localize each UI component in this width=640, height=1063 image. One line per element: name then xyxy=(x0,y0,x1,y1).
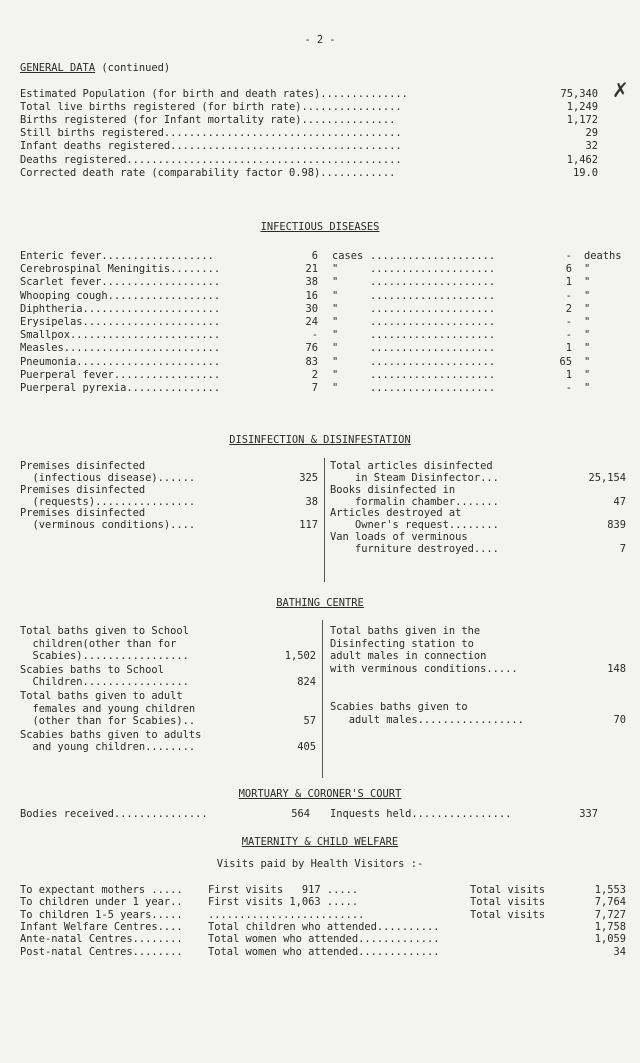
disease-deaths-unit: " xyxy=(584,329,591,342)
disease-cases-unit: " xyxy=(332,316,339,328)
bathing-item-value: 824 xyxy=(297,676,316,689)
disease-cases: 6 xyxy=(311,250,318,262)
centre-name: Infant Welfare Centres.... xyxy=(20,921,183,933)
disinfection-item-line1: Books disinfected in xyxy=(330,483,456,496)
disease-deaths-unit: " xyxy=(584,302,591,315)
page-number: - 2 - xyxy=(304,34,336,46)
disease-name: Enteric fever.................. xyxy=(20,250,214,262)
visit-total-value: 7,764 xyxy=(594,896,626,909)
general-heading: GENERAL DATA (continued) xyxy=(20,62,171,74)
bathing-item-line: adult males in connection xyxy=(330,650,487,663)
disease-cases: 7 xyxy=(311,382,318,394)
visit-first: ......................... xyxy=(208,908,365,921)
disease-deaths: - xyxy=(565,316,572,328)
disinfection-item-line1: Total articles disinfected xyxy=(330,460,493,472)
disease-deaths-unit: deaths xyxy=(584,250,622,262)
visit-total-value: 7,727 xyxy=(594,908,626,921)
visit-total-value: 1,553 xyxy=(594,884,626,896)
general-row-value: 19.0 xyxy=(572,166,598,179)
disease-cases-unit: " xyxy=(332,276,339,289)
centre-value: 34 xyxy=(613,945,626,958)
centre-description: Total children who attended.......... xyxy=(208,921,440,933)
disease-name: Cerebrospinal Meningitis........ xyxy=(20,263,221,276)
disease-deaths-unit: " xyxy=(584,342,591,355)
disinfection-heading: DISINFECTION & DISINFESTATION xyxy=(229,434,411,446)
bathing-item-line: and young children........ xyxy=(20,741,196,754)
disinfection-item-line1: Van loads of verminous xyxy=(330,530,468,543)
disinfection-item-line2: (infectious disease)...... xyxy=(20,472,196,484)
disease-deaths: 1 xyxy=(565,342,572,355)
general-row-value: 32 xyxy=(585,140,598,153)
disease-name: Erysipelas...................... xyxy=(20,316,221,328)
visit-first: First visits 917 ..... xyxy=(208,884,359,896)
centre-name: Ante-natal Centres........ xyxy=(20,933,183,946)
bathing-item-line: adult males................. xyxy=(330,713,524,726)
disease-deaths-unit: " xyxy=(584,263,591,276)
disease-dots: .................... xyxy=(370,302,496,315)
visit-total-label: Total visits xyxy=(470,884,546,896)
disease-dots: .................... xyxy=(370,316,496,328)
disinfection-item-line2: (verminous conditions).... xyxy=(20,519,196,531)
disinfection-divider xyxy=(324,458,325,582)
infectious-heading: INFECTIOUS DISEASES xyxy=(260,221,380,233)
bathing-item-line: Scabies)................. xyxy=(20,650,189,663)
disease-dots: .................... xyxy=(370,355,496,368)
disease-deaths-unit: " xyxy=(584,276,591,289)
bathing-item-value: 148 xyxy=(607,662,626,675)
bathing-item-value: 57 xyxy=(303,715,316,728)
disease-deaths-unit: " xyxy=(584,355,591,368)
disease-name: Puerperal fever................. xyxy=(20,368,221,381)
disease-deaths: 65 xyxy=(559,355,572,368)
disease-dots: .................... xyxy=(370,276,496,289)
general-row-label: Estimated Population (for birth and death rates).............. xyxy=(20,88,408,100)
visit-total-label: Total visits xyxy=(470,908,546,921)
centre-name: Post-natal Centres........ xyxy=(20,945,183,958)
general-row-label: Births registered (for Infant mortality rate)............... xyxy=(20,114,396,127)
centre-value: 1,059 xyxy=(594,933,626,946)
centre-description: Total women who attended............. xyxy=(208,933,440,946)
disease-deaths-unit: " xyxy=(584,289,591,302)
bodies-received-value: 564 xyxy=(291,808,310,820)
general-row-value: 1,172 xyxy=(566,114,598,127)
disease-dots: .................... xyxy=(370,342,496,355)
disease-cases-unit: " xyxy=(332,263,339,276)
general-row-label: Deaths registered............................................ xyxy=(20,153,402,166)
bathing-item-line: Total baths given to School xyxy=(20,625,189,637)
disease-dots: .................... xyxy=(370,289,496,302)
bathing-item-value: 70 xyxy=(613,713,626,726)
bathing-item-line: Disinfecting station to xyxy=(330,637,474,650)
disease-deaths-unit: " xyxy=(584,316,591,328)
disinfection-item-value: 117 xyxy=(299,519,318,531)
disinfection-item-line2: furniture destroyed.... xyxy=(330,542,499,555)
general-row-label: Infant deaths registered..................................... xyxy=(20,140,402,153)
disease-cases-unit: " xyxy=(332,382,339,394)
disease-cases: 16 xyxy=(305,289,318,302)
bathing-item-line: females and young children xyxy=(20,702,196,715)
bathing-item-line: Scabies baths given to xyxy=(330,701,468,713)
disease-deaths: - xyxy=(565,289,572,302)
disease-cases-unit: " xyxy=(332,355,339,368)
disease-cases: 2 xyxy=(311,368,318,381)
disease-name: Scarlet fever................... xyxy=(20,276,221,289)
disease-dots: .................... xyxy=(370,329,496,342)
centre-value: 1,758 xyxy=(594,921,626,933)
bathing-item-line: with verminous conditions..... xyxy=(330,662,518,675)
maternity-subheading: Visits paid by Health Visitors :- xyxy=(216,858,424,870)
disease-deaths: 1 xyxy=(565,276,572,289)
disease-deaths: 2 xyxy=(565,302,572,315)
disease-name: Whooping cough.................. xyxy=(20,289,221,302)
disinfection-item-line1: Premises disinfected xyxy=(20,483,146,496)
disinfection-item-line2: formalin chamber....... xyxy=(330,495,499,508)
bathing-item-line: Total baths given in the xyxy=(330,625,481,637)
mortuary-heading: MORTUARY & CORONER'S COURT xyxy=(238,788,402,800)
disease-dots: .................... xyxy=(370,250,496,262)
disease-deaths: 1 xyxy=(565,368,572,381)
disease-name: Smallpox........................ xyxy=(20,329,221,342)
disinfection-item-line1: Premises disinfected xyxy=(20,507,146,519)
bathing-item-line: Total baths given to adult xyxy=(20,690,183,702)
general-row-label: Corrected death rate (comparability factor 0.98)............ xyxy=(20,166,396,179)
disease-deaths-unit: " xyxy=(584,368,591,381)
bathing-item-line: Scabies baths given to adults xyxy=(20,728,202,741)
inquests-held-label: Inquests held................ xyxy=(330,808,512,820)
disinfection-item-value: 38 xyxy=(305,495,318,508)
inquests-held-value: 337 xyxy=(579,808,598,820)
general-row-value: 29 xyxy=(585,127,598,140)
disease-name: Puerperal pyrexia............... xyxy=(20,382,221,394)
disease-cases: 76 xyxy=(305,342,318,355)
bathing-item-line: children(other than for xyxy=(20,637,177,650)
bathing-heading: BATHING CENTRE xyxy=(276,597,364,609)
bathing-item-value: 1,502 xyxy=(284,650,316,663)
disease-cases: 30 xyxy=(305,302,318,315)
disease-cases-unit: " xyxy=(332,329,339,342)
disease-deaths: - xyxy=(565,329,572,342)
disinfection-item-line2: in Steam Disinfector... xyxy=(330,472,499,484)
disease-cases-unit: " xyxy=(332,342,339,355)
disease-deaths: - xyxy=(565,250,572,262)
disease-deaths: - xyxy=(565,382,572,394)
disinfection-item-line2: Owner's request........ xyxy=(330,519,499,531)
visit-total-label: Total visits xyxy=(470,896,546,909)
disinfection-item-line1: Articles destroyed at xyxy=(330,507,462,519)
disease-cases: 24 xyxy=(305,316,318,328)
disease-dots: .................... xyxy=(370,368,496,381)
disinfection-item-line1: Premises disinfected xyxy=(20,460,146,472)
disease-deaths-unit: " xyxy=(584,382,591,394)
maternity-heading: MATERNITY & CHILD WELFARE xyxy=(241,836,399,848)
disease-cases: 21 xyxy=(305,263,318,276)
disinfection-item-value: 25,154 xyxy=(588,472,626,484)
general-row-label: Total live births registered (for birth rate)................ xyxy=(20,101,402,114)
bathing-item-line: Children................. xyxy=(20,676,189,689)
disinfection-item-value: 7 xyxy=(619,542,626,555)
disinfection-item-line2: (requests)................ xyxy=(20,495,196,508)
disease-cases: - xyxy=(311,329,318,342)
bathing-item-value: 405 xyxy=(297,741,316,754)
bodies-received-label: Bodies received............... xyxy=(20,808,208,820)
bathing-divider xyxy=(322,620,323,778)
visit-recipient: To children under 1 year.. xyxy=(20,896,183,909)
disease-name: Diphtheria...................... xyxy=(20,302,221,315)
visit-first: First visits 1,063 ..... xyxy=(208,896,359,909)
check-mark-icon: ✗ xyxy=(612,78,629,102)
disease-deaths: 6 xyxy=(565,263,572,276)
general-row-value: 75,340 xyxy=(560,88,598,100)
visit-recipient: To expectant mothers ..... xyxy=(20,884,183,896)
disease-dots: .................... xyxy=(370,382,496,394)
disinfection-item-value: 839 xyxy=(607,519,626,531)
centre-description: Total women who attended............. xyxy=(208,945,440,958)
general-row-label: Still births registered...................................... xyxy=(20,127,402,140)
disease-name: Pneumonia....................... xyxy=(20,355,221,368)
disinfection-item-value: 325 xyxy=(299,472,318,484)
disease-cases-unit: " xyxy=(332,289,339,302)
disease-name: Measles......................... xyxy=(20,342,221,355)
disease-cases: 38 xyxy=(305,276,318,289)
general-row-value: 1,462 xyxy=(566,153,598,166)
visit-recipient: To children 1-5 years..... xyxy=(20,908,183,921)
disinfection-item-value: 47 xyxy=(613,495,626,508)
disease-cases: 83 xyxy=(305,355,318,368)
bathing-item-line: (other than for Scabies).. xyxy=(20,715,196,728)
disease-cases-unit: cases xyxy=(332,250,364,262)
general-row-value: 1,249 xyxy=(566,101,598,114)
disease-cases-unit: " xyxy=(332,302,339,315)
disease-dots: .................... xyxy=(370,263,496,276)
bathing-item-line: Scabies baths to School xyxy=(20,663,164,676)
disease-cases-unit: " xyxy=(332,368,339,381)
